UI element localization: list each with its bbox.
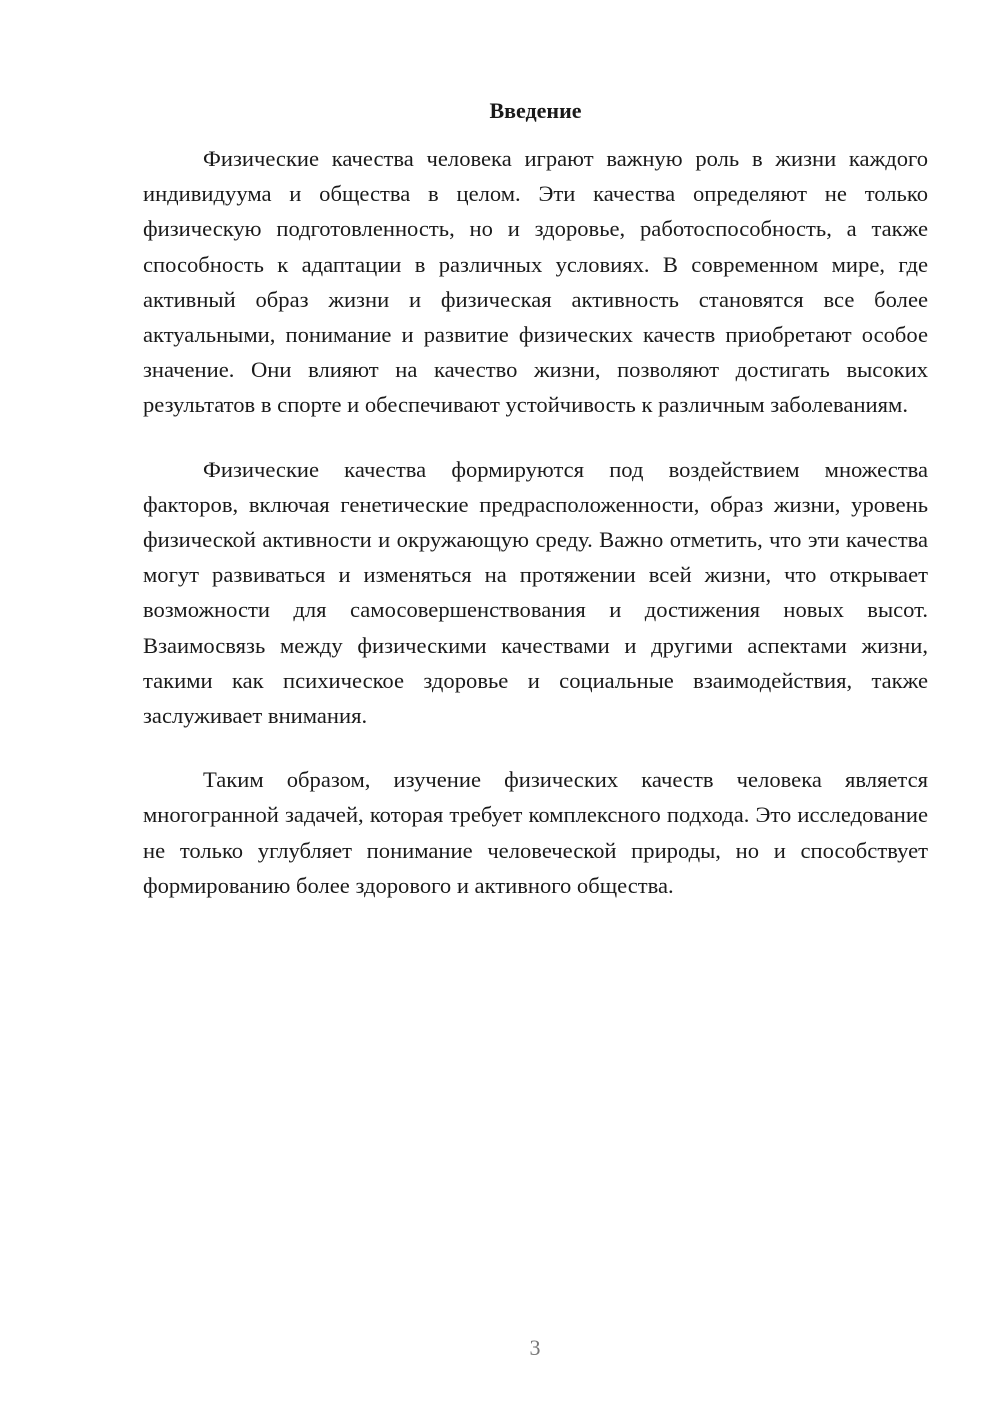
page-title: Введение (489, 98, 582, 123)
page-number: 3 (529, 1335, 541, 1360)
paragraph-1: Физические качества человека играют важную роль в жизни каждого индивидуума и общества в целом. Эти качества определяют не только физическую подготовленность, но и здоровье, работоспособность, а также способность к адаптации в различных условиях. В современном мире, где активный образ жизни и физическая активность становятся все более актуальными, понимание и развитие физических качеств приобретают особое значение. Они влияют на качество жизни, позволяют достигать высоких результатов в спорте и обеспечивают устойчивость к различным заболеваниям. (143, 146, 928, 418)
document-body (143, 141, 928, 932)
paragraph-2: Физические качества формируются под воздействием множества факторов, включая генетические предрасположенности, образ жизни, уровень физической активности и окружающую среду. Важно отметить, что эти качества могут развиваться и изменяться на протяжении всей жизни, что открывает возможности для самосовершенствования и достижения новых высот. Взаимосвязь между физическими качествами и другими аспектами жизни, такими как психическое здоровье и социальные взаимодействия, также заслуживает внимания. (143, 456, 928, 729)
paragraph-3: Таким образом, изучение физических качеств человека является многогранной задачей, которая требует комплексного подхода. Это исследование не только углубляет понимание человеческой природы, но и способствует формированию более здорового и активного общества. (143, 767, 928, 898)
